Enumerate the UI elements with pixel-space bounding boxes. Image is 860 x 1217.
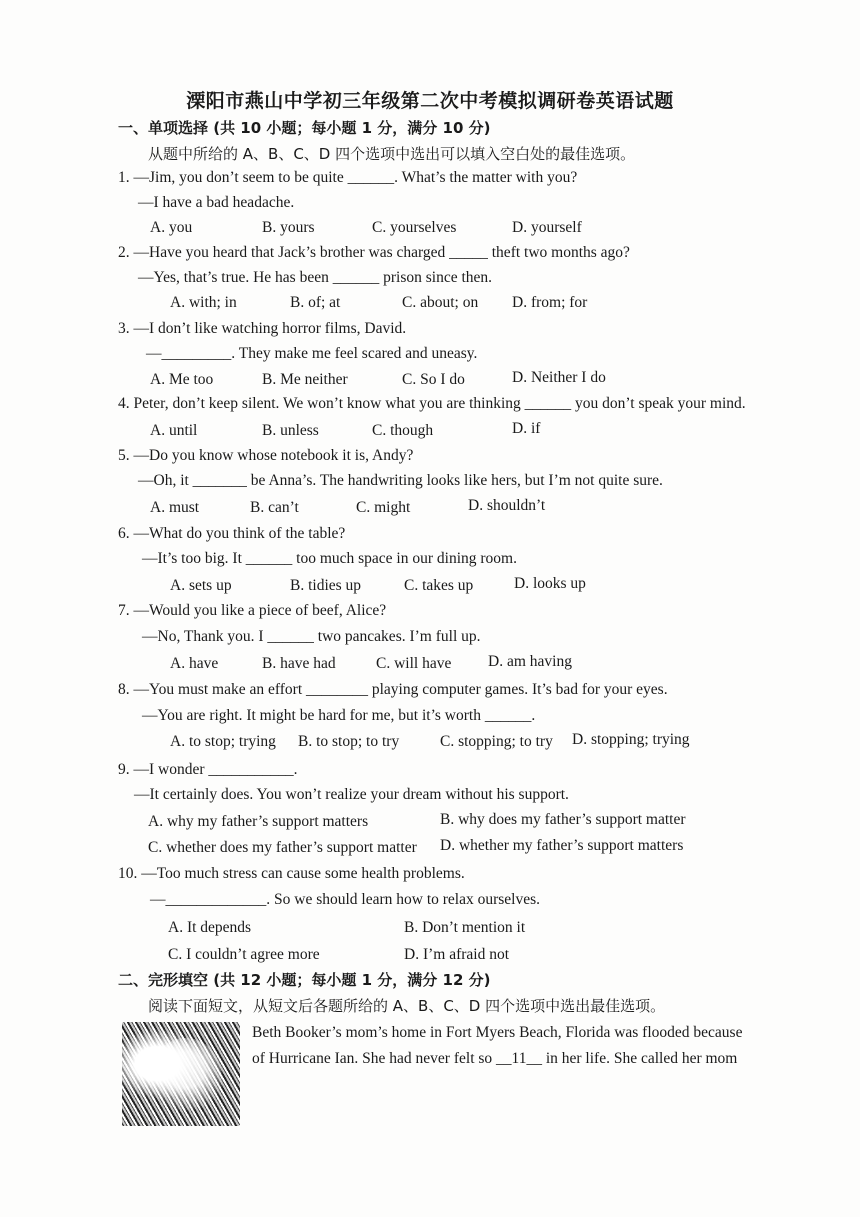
question-3-option-d: D. Neither I do (512, 369, 606, 386)
question-2-option-b: B. of; at (290, 294, 341, 311)
question-1-option-b: B. yours (262, 219, 315, 236)
question-6-option-c: C. takes up (404, 577, 474, 594)
question-1-option-a: A. you (150, 219, 193, 236)
question-3-reply: —_________. They make me feel scared and uneasy. (146, 345, 478, 362)
question-1-stem: 1. —Jim, you don’t seem to be quite ______. What’s the matter with you? (118, 169, 578, 186)
question-10-stem: 10. —Too much stress can cause some health problems. (118, 865, 465, 882)
question-7-reply: —No, Thank you. I ______ two pancakes. I’m full up. (142, 628, 481, 645)
question-5-option-d: D. shouldn’t (468, 497, 546, 514)
question-9-reply: —It certainly does. You won’t realize your dream without his support. (134, 786, 569, 803)
question-8-option-a: A. to stop; trying (170, 733, 276, 750)
question-9-option-a: A. why my father’s support matters (148, 813, 369, 830)
question-10-option-d: D. I’m afraid not (404, 946, 510, 963)
question-8-option-d: D. stopping; trying (572, 731, 690, 748)
question-4-option-c: C. though (372, 422, 434, 439)
question-9-stem: 9. —I wonder ___________. (118, 761, 298, 778)
question-9-option-d: D. whether my father’s support matters (440, 837, 684, 854)
question-3-option-c: C. So I do (402, 371, 465, 388)
question-7-option-c: C. will have (376, 655, 452, 672)
question-1-option-c: C. yourselves (372, 219, 457, 236)
question-4-option-b: B. unless (262, 422, 319, 439)
question-8-reply: —You are right. It might be hard for me, but it’s worth ______. (142, 707, 536, 724)
question-8-stem: 8. —You must make an effort ________ playing computer games. It’s bad for your eyes. (118, 681, 668, 698)
question-6-option-b: B. tidies up (290, 577, 362, 594)
question-4-option-d: D. if (512, 420, 541, 437)
page-title: 溧阳市燕山中学初三年级第二次中考模拟调研卷英语试题 (186, 90, 674, 112)
section1-header: 一、单项选择 (共 10 小题；每小题 1 分，满分 10 分) (118, 119, 491, 137)
question-5-option-a: A. must (150, 499, 200, 516)
question-2-option-a: A. with; in (170, 294, 237, 311)
question-4-option-a: A. until (150, 422, 198, 439)
question-3-option-a: A. Me too (150, 371, 214, 388)
question-4-stem: 4. Peter, don’t keep silent. We won’t know what you are thinking ______ you don’t speak your mind. (118, 395, 746, 412)
question-7-option-d: D. am having (488, 653, 572, 670)
question-3-option-b: B. Me neither (262, 371, 348, 388)
question-6-option-d: D. looks up (514, 575, 586, 592)
question-7-option-a: A. have (170, 655, 219, 672)
question-10-reply: —_____________. So we should learn how to relax ourselves. (150, 891, 541, 908)
question-6-stem: 6. —What do you think of the table? (118, 525, 346, 542)
question-1-option-d: D. yourself (512, 219, 582, 236)
question-10-option-a: A. It depends (168, 919, 252, 936)
question-5-option-b: B. can’t (250, 499, 299, 516)
question-1-reply: —I have a bad headache. (138, 194, 295, 211)
question-5-option-c: C. might (356, 499, 411, 516)
question-2-option-d: D. from; for (512, 294, 588, 311)
passage-line-2: of Hurricane Ian. She had never felt so __11__ in her life. She called her mom (252, 1050, 738, 1067)
question-7-option-b: B. have had (262, 655, 336, 672)
question-2-stem: 2. —Have you heard that Jack’s brother was charged _____ theft two months ago? (118, 244, 630, 261)
question-9-option-b: B. why does my father’s support matter (440, 811, 686, 828)
question-6-reply: —It’s too big. It ______ too much space in our dining room. (142, 550, 517, 567)
question-9-option-c: C. whether does my father’s support matter (148, 839, 417, 856)
question-6-option-a: A. sets up (170, 577, 232, 594)
section1-instruction: 从题中所给的 A、B、C、D 四个选项中选出可以填入空白处的最佳选项。 (148, 145, 636, 163)
question-8-option-c: C. stopping; to try (440, 733, 553, 750)
question-2-reply: —Yes, that’s true. He has been ______ prison since then. (138, 269, 493, 286)
question-5-reply: —Oh, it _______ be Anna’s. The handwriting looks like hers, but I’m not quite sure. (138, 472, 663, 489)
question-10-option-b: B. Don’t mention it (404, 919, 526, 936)
question-10-option-c: C. I couldn’t agree more (168, 946, 320, 963)
question-8-option-b: B. to stop; to try (298, 733, 400, 750)
question-7-stem: 7. —Would you like a piece of beef, Alice? (118, 602, 387, 619)
question-2-option-c: C. about; on (402, 294, 479, 311)
section2-instruction: 阅读下面短文，从短文后各题所给的 A、B、C、D 四个选项中选出最佳选项。 (148, 997, 666, 1015)
question-5-stem: 5. —Do you know whose notebook it is, Andy? (118, 447, 414, 464)
passage-line-1: Beth Booker’s mom’s home in Fort Myers Beach, Florida was flooded because (252, 1024, 743, 1041)
question-3-stem: 3. —I don’t like watching horror films, David. (118, 320, 407, 337)
section2-header: 二、完形填空 (共 12 小题；每小题 1 分，满分 12 分) (118, 971, 491, 989)
passage-photo-highlight (150, 1038, 222, 1118)
